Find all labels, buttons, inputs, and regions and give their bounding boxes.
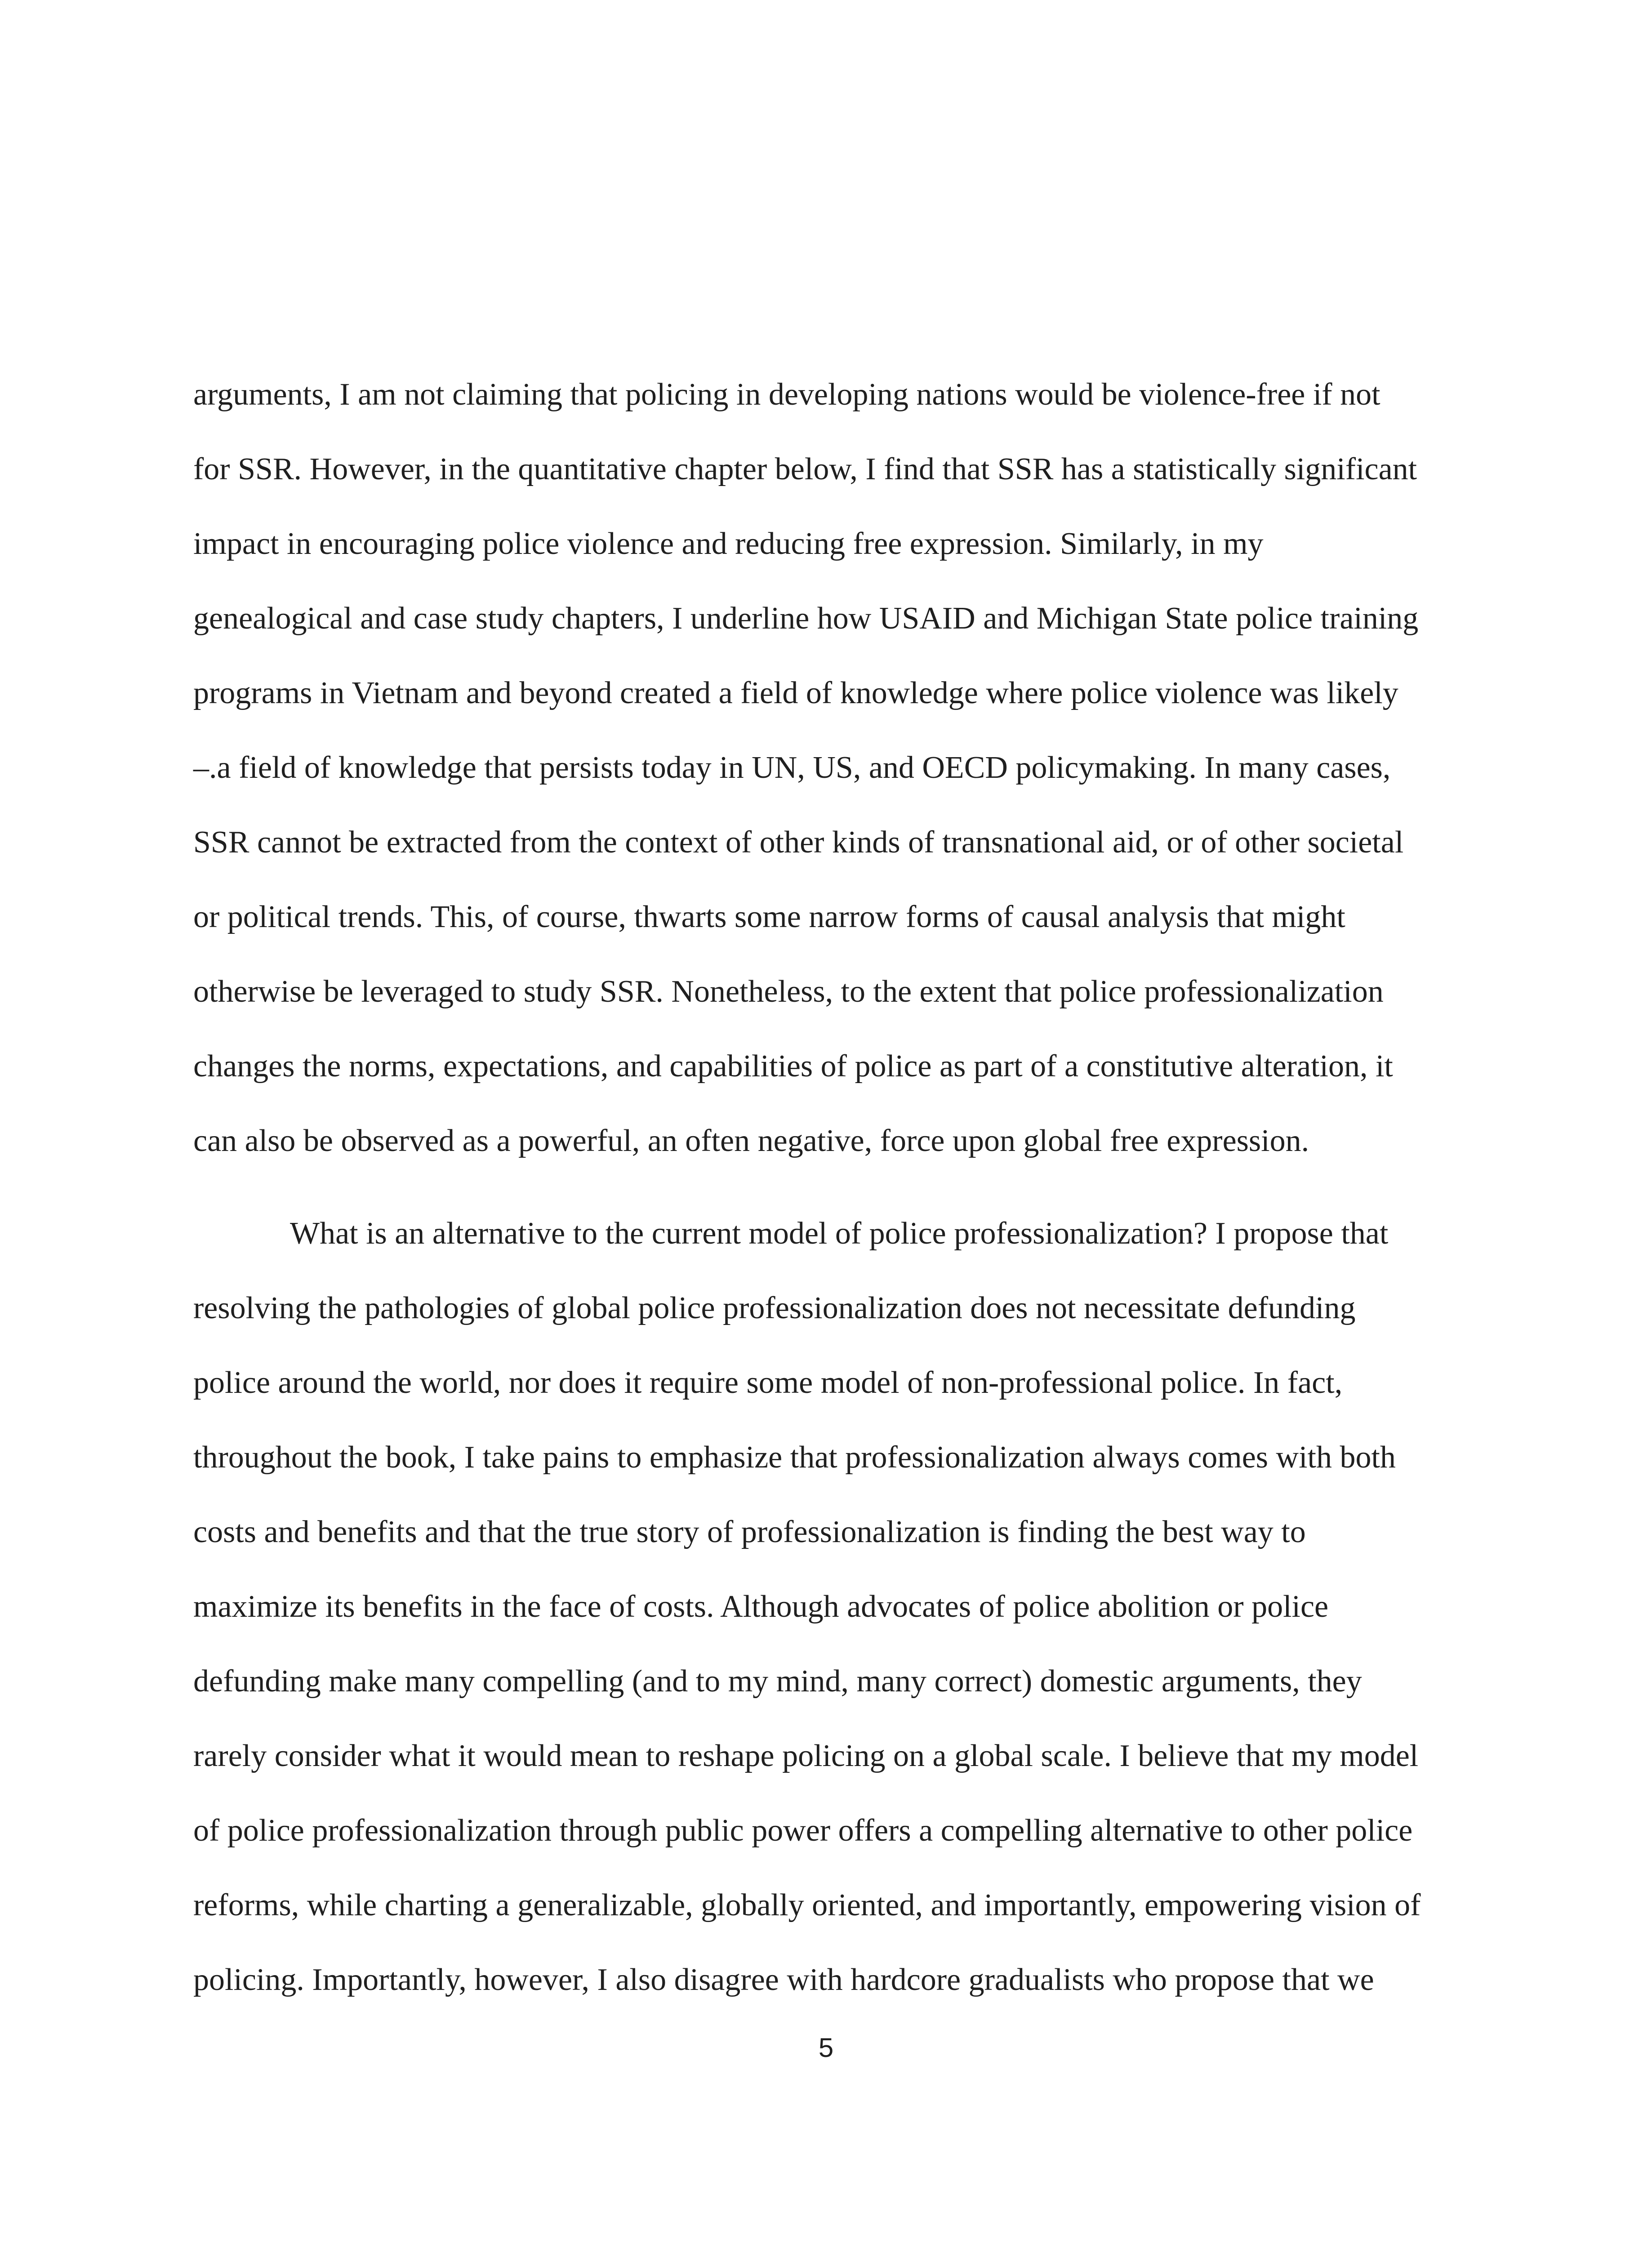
paragraph-spacing xyxy=(193,1178,1461,1196)
text-line: What is an alternative to the current model of police professionalization? I propose that xyxy=(290,1216,1389,1251)
text-line: can also be observed as a powerful, an often negative, force upon global free expression. xyxy=(193,1124,1309,1158)
text-line: or political trends. This, of course, thwarts some narrow forms of causal analysis that might xyxy=(193,900,1345,934)
text-line: police around the world, nor does it require some model of non-professional police. In fact, xyxy=(193,1365,1343,1400)
text-line: throughout the book, I take pains to emphasize that professionalization always comes with both xyxy=(193,1440,1396,1475)
paragraph-1 xyxy=(193,357,1461,1178)
text-line: SSR cannot be extracted from the context of other kinds of transnational aid, or of other societal xyxy=(193,825,1404,860)
text-line: programs in Vietnam and beyond created a field of knowledge where police violence was likely xyxy=(193,676,1398,710)
text-line: otherwise be leveraged to study SSR. Nonetheless, to the extent that police professionalization xyxy=(193,974,1384,1009)
text-line: –.a field of knowledge that persists today in UN, US, and OECD policymaking. In many cases, xyxy=(193,750,1391,785)
paragraph-2 xyxy=(193,1196,1461,2017)
text-line: defunding make many compelling (and to my mind, many correct) domestic arguments, they xyxy=(193,1664,1362,1699)
body-text xyxy=(193,357,1461,2017)
text-line: rarely consider what it would mean to reshape policing on a global scale. I believe that my model xyxy=(193,1739,1419,1773)
text-line: for SSR. However, in the quantitative chapter below, I find that SSR has a statistically significant xyxy=(193,452,1417,486)
text-line: impact in encouraging police violence and reducing free expression. Similarly, in my xyxy=(193,526,1264,561)
text-line: maximize its benefits in the face of costs. Although advocates of police abolition or police xyxy=(193,1589,1329,1624)
text-line: changes the norms, expectations, and capabilities of police as part of a constitutive alteration, it xyxy=(193,1049,1393,1084)
text-line: genealogical and case study chapters, I underline how USAID and Michigan State police training xyxy=(193,601,1419,636)
text-line: costs and benefits and that the true story of professionalization is finding the best way to xyxy=(193,1515,1306,1549)
text-line: of police professionalization through public power offers a compelling alternative to other police xyxy=(193,1813,1413,1848)
text-line: policing. Importantly, however, I also disagree with hardcore gradualists who propose that we xyxy=(193,1963,1374,1997)
text-line: reforms, while charting a generalizable, globally oriented, and importantly, empowering vision of xyxy=(193,1888,1421,1922)
page-number: 5 xyxy=(818,2033,834,2063)
text-line: resolving the pathologies of global police professionalization does not necessitate defunding xyxy=(193,1291,1356,1325)
text-line: arguments, I am not claiming that policing in developing nations would be violence-free if not xyxy=(193,377,1380,412)
